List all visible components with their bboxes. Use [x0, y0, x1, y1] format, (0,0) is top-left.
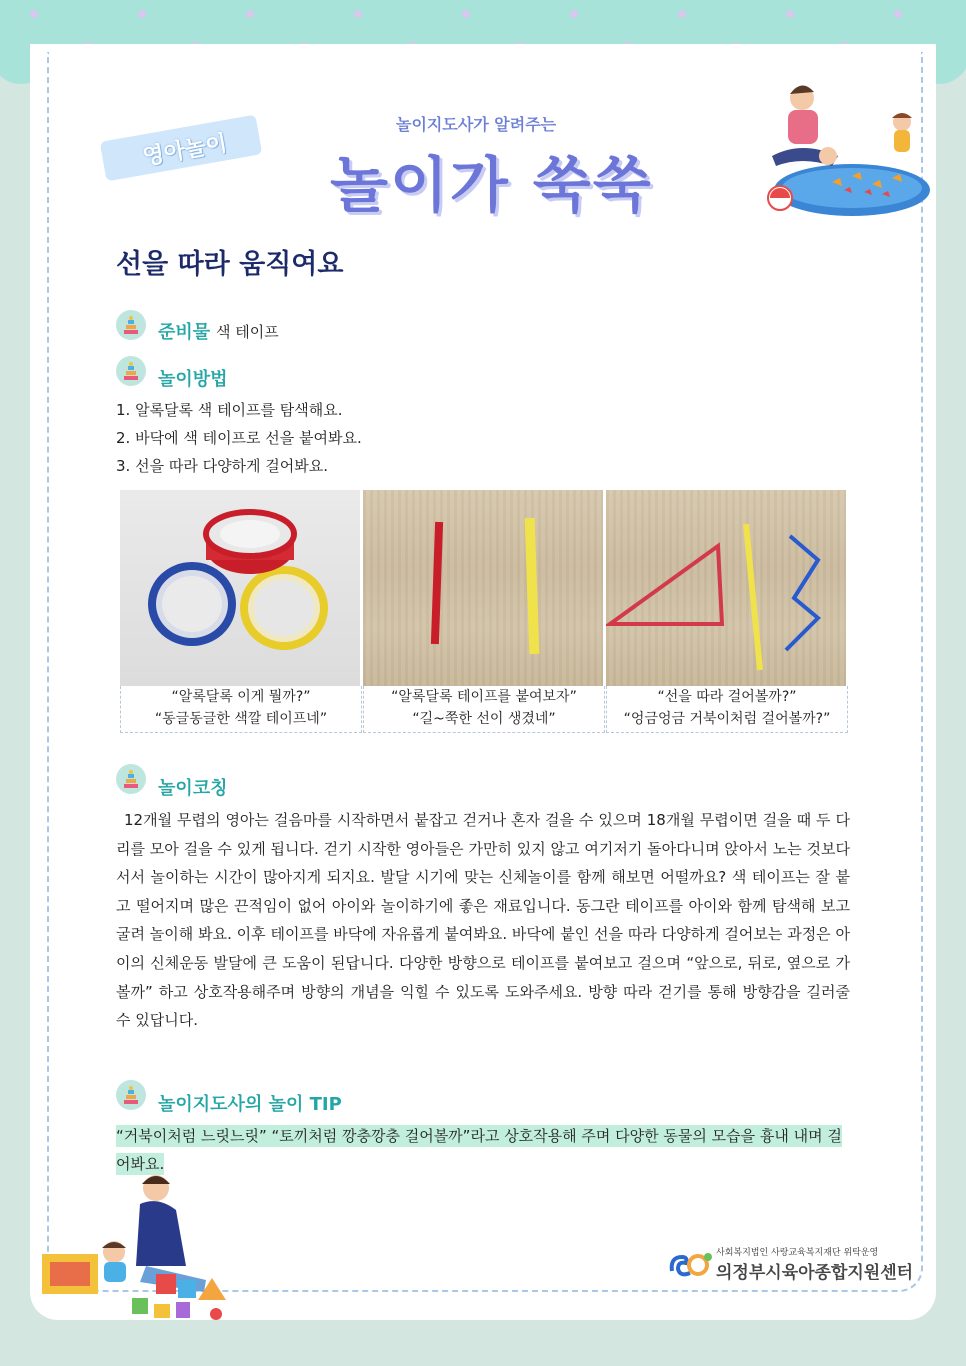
category-tag-label: 영아놀이: [141, 131, 230, 171]
caption-line: “알록달록 테이프를 붙여보자”: [391, 689, 577, 705]
header-subtitle: 놀이지도사가 알려주는: [396, 115, 557, 134]
photo-tape-rolls: [120, 490, 360, 686]
tip-label: 놀이지도사의 놀이 TIP: [158, 1094, 342, 1115]
caption-line: “엉금엉금 거북이처럼 걸어볼까?”: [623, 711, 831, 727]
page-title: 선을 따라 움직여요: [116, 249, 344, 280]
photo-tape-shapes: [606, 490, 846, 686]
materials-label: 준비물: [158, 322, 211, 343]
family-play-illustration: [752, 70, 932, 220]
tip-text: “거북이처럼 느릿느릿” “토끼처럼 깡충깡충 걸어볼까”라고 상호작용해 주며 다양한 동물의 모습을 흉내 내며 걸어봐요.: [116, 1127, 842, 1173]
caption-line: “길~쭉한 선이 생겼네”: [412, 711, 556, 727]
caption-line: “선을 따라 걸어볼까?”: [657, 689, 797, 705]
caption-line: “동글동글한 색깔 테이프네”: [154, 711, 328, 727]
pyramid-icon: [116, 310, 146, 340]
photo-caption: [363, 686, 605, 733]
pyramid-icon: [116, 356, 146, 386]
photo-caption: [606, 686, 848, 733]
photo-tape-lines: [363, 490, 603, 686]
header-title: 놀이가 쑥쑥: [330, 151, 653, 221]
method-step: 3. 선을 따라 다양하게 걸어봐요.: [116, 457, 329, 475]
mother-child-blocks-illustration: [36, 1170, 246, 1330]
materials-text: 색 테이프: [216, 323, 279, 341]
pyramid-icon: [116, 764, 146, 794]
caption-line: “알록달록 이게 뭘까?”: [171, 689, 311, 705]
photo-strip: [120, 490, 846, 734]
pyramid-icon: [116, 1080, 146, 1110]
method-step: 2. 바닥에 색 테이프로 선을 붙여봐요.: [116, 429, 362, 447]
coaching-label: 놀이코칭: [158, 778, 228, 799]
method-label: 놀이방법: [158, 369, 228, 390]
photo-caption: [120, 686, 362, 733]
coaching-text: 12개월 무렵의 영아는 걸음마를 시작하면서 붙잡고 걷거나 혼자 걸을 수 있으며 18개월 무렵이면 걸을 때 두 다리를 모아 걸을 수 있게 됩니다. 걷기 시작한 영아들은 가만히 있지 않고 여기저기 돌아다니며 앉아서 노는 것보다 서서 놀이하는 시간이 많아지게 되지요. 발달 시기에 맞는 신체놀이를 함께 해보면 어떨까요? 색 테이프는 잘 붙고 떨어지며 많은 끈적임이 없어 아이와 놀이하기에 좋은 재료입니다. 동그란 테이프를 아이와 함께 탐색해 보고 굴려 놀이해 봐요. 이후 테이프를 바닥에 자유롭게 붙여봐요. 바닥에 붙인 선을 따라 다양하게 걸어보는 과정은 아이의 신체운동 발달에 큰 도움이 된답니다. 다양한 방향으로 테이프를 붙여보고 걸으며 “앞으로, 뒤로, 옆으로 가볼까” 하고 상호작용해주며 방향의 개념을 익힐 수 있도록 도와주세요. 방향 따라 걷기를 통해 방향감을 길러줄 수 있답니다.: [116, 811, 850, 1030]
footer-operator: 사회복지법인 사랑교육복지재단 위탁운영: [716, 1248, 879, 1258]
footer-org-name: 의정부시육아종합지원센터: [716, 1263, 914, 1283]
method-step: 1. 알록달록 색 테이프를 탐색해요.: [116, 401, 343, 419]
center-logo-icon: [668, 1249, 714, 1279]
